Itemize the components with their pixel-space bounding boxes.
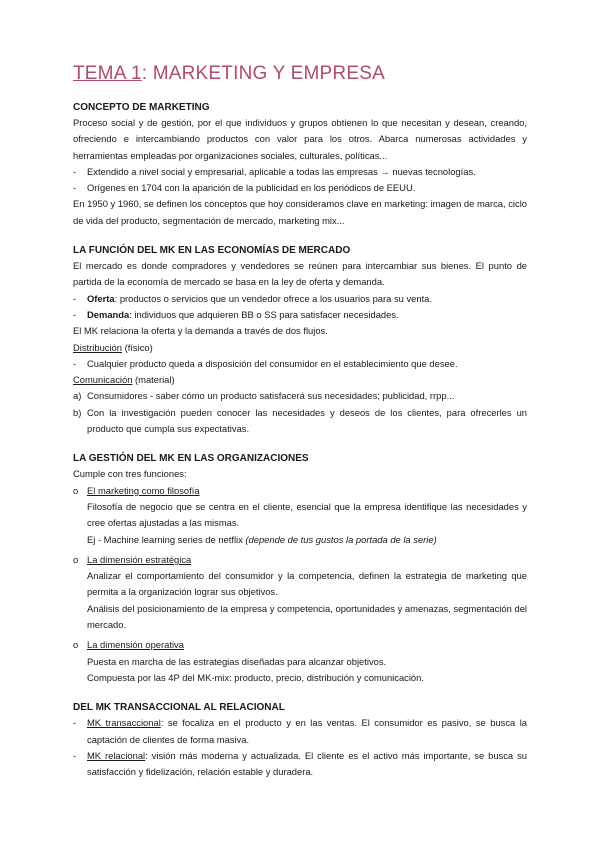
- paragraph: Analizar el comportamiento del consumidor y la competencia, definen la estrategia de marketing que permita a la organización lograr sus objetivos.: [87, 570, 527, 598]
- title-prefix: TEMA 1: [73, 63, 142, 84]
- dash-marker: -: [73, 357, 77, 369]
- dash-marker: -: [73, 717, 77, 729]
- list-item-text: Consumidores - saber cómo un producto satisfacerá sus necesidades; publicidad, rrpp...: [87, 390, 455, 402]
- section-funcion: [73, 243, 527, 437]
- paragraph: Proceso social y de gestión, por el que individuos y grupos obtienen lo que necesitan y desean, creando, ofreciendo e intercambiando productos con valor para los otros. Abarca numerosas actividades y herramientas empleadas por organizaciones sociales, culturales, políticas...: [73, 117, 527, 161]
- paragraph: Cumple con tres funciones:: [73, 468, 187, 480]
- list-item-text: : individuos que adquieren BB o SS para satisfacer necesidades.: [129, 308, 399, 320]
- paragraph: Análisis del posicionamiento de la empresa y competencia, oportunidades y amenazas, segmentación del mercado.: [87, 602, 527, 631]
- letter-marker: b): [73, 406, 82, 418]
- list-item: [73, 405, 527, 438]
- list-item: [73, 307, 527, 323]
- list-item: [73, 356, 527, 372]
- list-item: [73, 388, 527, 404]
- subheading-comunicacion: [73, 372, 527, 388]
- list-item: [73, 291, 527, 307]
- title-rest: : MARKETING Y EMPRESA: [141, 63, 385, 84]
- list-item-text: Con la investigación pueden conocer las necesidades y deseos de los clientes, para ofrecerles un producto que cumpla sus expectativas.: [87, 406, 527, 435]
- paragraph: El mercado es donde compradores y vendedores se reúnen para intercambiar sus bienes. El punto de partida de la economía de mercado se basa en la ley de oferta y demanda.: [73, 260, 527, 288]
- function-title: La dimensión estratégica: [87, 553, 192, 565]
- function-body: [73, 654, 527, 687]
- document-page: [73, 62, 527, 794]
- function-title: La dimensión operativa: [87, 639, 184, 651]
- list-item-text: Extendido a nivel social y empresarial, aplicable a todas las empresas → nuevas tecnologías.: [87, 165, 476, 177]
- function-body: [73, 568, 527, 633]
- letter-marker: a): [73, 390, 82, 402]
- paragraph: En 1950 y 1960, se definen los conceptos que hoy consideramos clave en marketing: imagen de marca, ciclo de vida del producto, segmentación de mercado, marketing mix...: [73, 198, 527, 226]
- circle-bullet: o: [73, 553, 79, 565]
- example-italic: (depende de tus gustos la portada de la serie): [245, 533, 437, 545]
- example-text: Ej - Machine learning series de netflix: [87, 533, 246, 545]
- term-transaccional: MK transaccional: [87, 717, 161, 729]
- dash-marker: -: [73, 308, 77, 320]
- function-item: [73, 637, 527, 653]
- dash-marker: -: [73, 749, 77, 761]
- page-title: [73, 62, 527, 86]
- paragraph: Filosofía de negocio que se centra en el cliente, esencial que la empresa identifique las necesidades y cree ofertas ajustadas a las mismas.: [87, 500, 527, 529]
- section-transaccional: [73, 700, 527, 780]
- dash-marker: -: [73, 182, 77, 194]
- list-item-text: : visión más moderna y actualizada. El cliente es el activo más importante, se busca su satisfacción y fidelización, relación estable y duradera.: [87, 749, 527, 778]
- term-demanda: Demanda: [87, 308, 130, 320]
- list-item: [73, 180, 527, 196]
- dash-marker: -: [73, 165, 77, 177]
- list-item-text: : productos o servicios que un vendedor ofrece a los usuarios para su venta.: [114, 292, 432, 304]
- subheading-distribucion: [73, 340, 527, 356]
- list-item-text: Cualquier producto queda a disposición del consumidor en el establecimiento que desee.: [87, 357, 458, 369]
- dash-marker: -: [73, 292, 77, 304]
- subheading-rest: (físico): [121, 341, 153, 353]
- function-item: [73, 552, 527, 568]
- list-item-text: : se focaliza en el producto y en las ventas. El consumidor es pasivo, se busca la captación de clientes de forma masiva.: [87, 717, 528, 745]
- paragraph: Compuesta por las 4P del MK-mix: producto, precio, distribución y comunicación.: [87, 671, 424, 683]
- example-line: [87, 532, 527, 548]
- function-title: El marketing como filosofía: [87, 484, 200, 496]
- section-gestion: [73, 451, 527, 686]
- section-heading: LA GESTIÓN DEL MK EN LAS ORGANIZACIONES: [73, 453, 309, 465]
- paragraph: El MK relaciona la oferta y la demanda a través de dos flujos.: [73, 325, 328, 337]
- term-relacional: MK relacional: [87, 749, 146, 761]
- circle-bullet: o: [73, 639, 79, 651]
- paragraph: Puesta en marcha de las estrategias diseñadas para alcanzar objetivos.: [87, 655, 387, 667]
- list-item-text: Orígenes en 1704 con la aparición de la publicidad en los periódicos de EEUU.: [87, 182, 416, 194]
- list-item: [73, 748, 527, 781]
- term-comunicacion: Comunicación: [73, 374, 133, 386]
- circle-bullet: o: [73, 484, 79, 496]
- subheading-rest: (material): [132, 374, 175, 386]
- list-item: [73, 715, 527, 748]
- term-distribucion: Distribución: [73, 341, 122, 353]
- term-oferta: Oferta: [87, 292, 115, 304]
- section-heading: DEL MK TRANSACCIONAL AL RELACIONAL: [73, 702, 285, 714]
- list-item: [73, 164, 527, 180]
- section-heading: CONCEPTO DE MARKETING: [73, 102, 210, 113]
- section-concepto: [73, 100, 527, 229]
- function-body: [73, 499, 527, 548]
- function-item: [73, 483, 527, 499]
- section-heading: LA FUNCIÓN DEL MK EN LAS ECONOMÍAS DE MERCADO: [73, 245, 351, 257]
